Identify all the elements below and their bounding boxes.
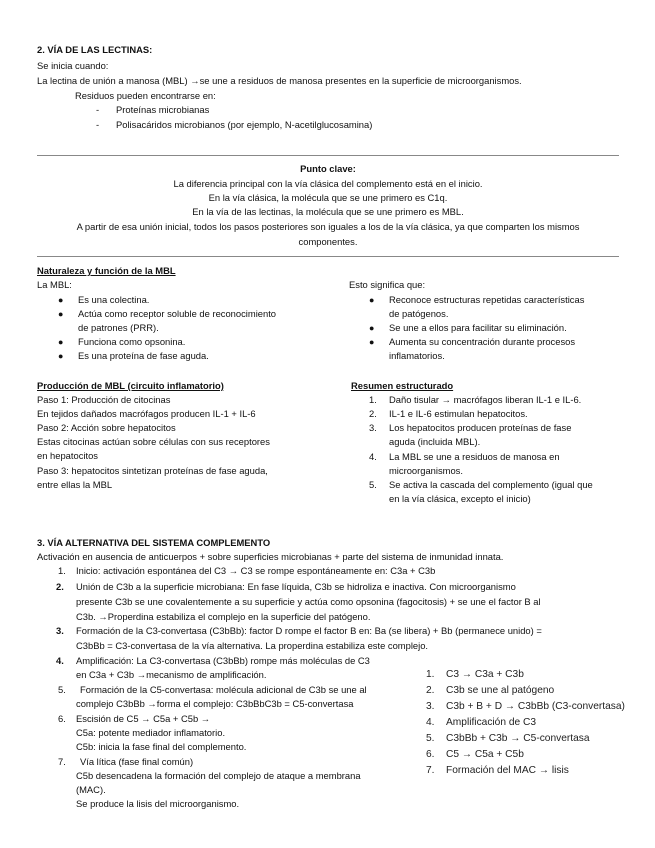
divider [37, 256, 619, 257]
list-number: 3. [426, 701, 435, 712]
summary-side-item: C3 → C3a + C3b [446, 669, 524, 680]
key-point-line: A partir de esa unión inicial, todos los pasos posteriores son iguales a los de la vía clásica, ya que comparten los mismos [76, 221, 580, 232]
mbl-item: Es una colectina. [78, 294, 150, 305]
summary-side-item: C3b + B + D → C3bBb (C3-convertasa) [446, 701, 625, 712]
meaning-lead: Esto significa que: [349, 279, 426, 290]
mbl-item: Funciona como opsonina. [78, 336, 186, 347]
meaning-item-cont: inflamatorios. [389, 350, 445, 361]
step-c3-convertase: Formación de la C3-convertasa (C3bBb): factor D rompe el factor B en: Ba (se libera) + Bb (permanece unido) = [76, 625, 542, 636]
step-union: Unión de C3b a la superficie microbiana: En fase líquida, C3b se hidroliza e inactiva. Con microorganismo [76, 581, 516, 592]
bullet-icon: ● [58, 337, 64, 347]
summary-step: IL-1 e IL-6 estimulan hepatocitos. [389, 408, 528, 419]
step-c5-cleavage-cont: C5a: potente mediador inflamatorio. [76, 727, 226, 738]
key-point-title: Punto clave: [300, 163, 356, 174]
production-line: Paso 2: Acción sobre hepatocitos [37, 422, 176, 433]
list-number: 1. [58, 565, 66, 576]
list-number: 4. [56, 655, 64, 666]
mbl-nature-title: Naturaleza y función de la MBL [37, 265, 176, 276]
bullet-icon: ● [58, 351, 64, 361]
summary-step-cont: aguda (incluida MBL). [389, 436, 481, 447]
list-number: 5. [369, 479, 377, 490]
step-inicio: Inicio: activación espontánea del C3 → C3 se rompe espontáneamente en: C3a + C3b [76, 565, 436, 576]
step-union-cont: C3b. →Properdina estabiliza el complejo en la superficie del patógeno. [76, 611, 371, 622]
residue-item: Proteínas microbianas [116, 104, 210, 115]
bullet-icon: ● [369, 337, 375, 347]
summary-step: Se activa la cascada del complemento (igual que [389, 479, 593, 490]
residue-item: Polisacáridos microbianos (por ejemplo, N-acetilglucosamina) [116, 119, 373, 130]
summary-step: La MBL se une a residuos de manosa en [389, 451, 560, 462]
mbl-item-cont: de patrones (PRR). [78, 322, 159, 333]
meaning-item: Aumenta su concentración durante procesos [389, 336, 576, 347]
step-lytic: Vía lítica (fase final común) [80, 756, 194, 767]
section-2-definition: La lectina de unión a manosa (MBL) →se une a residuos de manosa presentes en la superficie de microorganismos. [37, 75, 522, 86]
production-line: Estas citocinas actúan sobre células con sus receptores [37, 436, 270, 447]
dash-marker: - [96, 119, 100, 130]
meaning-item: Reconoce estructuras repetidas características [389, 294, 585, 305]
key-point-line: En la vía de las lectinas, la molécula que se une primero es MBL. [192, 206, 464, 217]
summary-step: Los hepatocitos producen proteínas de fase [389, 422, 572, 433]
summary-side-item: C3b se une al patógeno [446, 685, 555, 696]
divider [37, 155, 619, 156]
mbl-lead: La MBL: [37, 279, 72, 290]
bullet-icon: ● [58, 295, 64, 305]
production-line: en hepatocitos [37, 450, 98, 461]
step-lytic-cont: Se produce la lisis del microorganismo. [76, 798, 240, 809]
list-number: 4. [369, 451, 377, 462]
summary-side-item: Formación del MAC → lisis [446, 765, 569, 776]
production-title: Producción de MBL (circuito inflamatorio) [37, 380, 224, 391]
section-2-intro: Se inicia cuando: [37, 60, 109, 71]
bullet-icon: ● [369, 295, 375, 305]
key-point-line: La diferencia principal con la vía clásica del complemento está en el inicio. [173, 178, 483, 189]
list-number: 2. [56, 581, 64, 592]
summary-step: Daño tisular → macrófagos liberan IL-1 e IL-6. [389, 394, 582, 405]
step-lytic-cont: (MAC). [76, 784, 106, 795]
production-line: Paso 1: Producción de citocinas [37, 394, 171, 405]
step-c3-convertase-cont: C3bBb = C3-convertasa de la vía alternativa. La properdina estabiliza este complejo. [76, 640, 429, 651]
list-number: 6. [58, 713, 66, 724]
step-c5-cleavage-cont: C5b: inicia la fase final del complemento. [76, 741, 247, 752]
list-number: 4. [426, 717, 435, 728]
summary-side-item: C3bBb + C3b → C5-convertasa [446, 733, 590, 744]
summary-title: Resumen estructurado [351, 380, 454, 391]
section-3-intro: Activación en ausencia de anticuerpos + sobre superficies microbianas + parte del sistema de inmunidad innata. [37, 551, 504, 562]
list-number: 2. [426, 685, 435, 696]
mbl-item: Es una proteína de fase aguda. [78, 350, 209, 361]
bullet-icon: ● [58, 309, 64, 319]
key-point-line: En la vía clásica, la molécula que se une primero es C1q. [208, 192, 448, 203]
list-number: 5. [426, 733, 435, 744]
summary-side-item: Amplificación de C3 [446, 717, 537, 728]
step-c5-cleavage: Escisión de C5 → C5a + C5b → [76, 713, 211, 724]
summary-step-cont: microorganismos. [389, 465, 463, 476]
step-c5-convertase-cont: complejo C3bBb →forma el complejo: C3bBbC3b = C5-convertasa [76, 698, 354, 709]
section-2-title: 2. VÍA DE LAS LECTINAS: [37, 44, 153, 55]
mbl-item: Actúa como receptor soluble de reconocimiento [78, 308, 277, 319]
dash-marker: - [96, 104, 100, 115]
meaning-item: Se une a ellos para facilitar su eliminación. [389, 322, 567, 333]
list-number: 2. [369, 408, 377, 419]
list-number: 3. [56, 625, 64, 636]
list-number: 6. [426, 749, 435, 760]
summary-side-item: C5 → C5a + C5b [446, 749, 524, 760]
step-amplification: Amplificación: La C3-convertasa (C3bBb) rompe más moléculas de C3 [76, 655, 370, 666]
list-number: 7. [426, 765, 435, 776]
list-number: 1. [369, 394, 377, 405]
meaning-item-cont: de patógenos. [389, 308, 449, 319]
list-number: 1. [426, 669, 435, 680]
production-line: entre ellas la MBL [37, 479, 113, 490]
list-number: 3. [369, 422, 377, 433]
step-union-cont: presente C3b se une covalentemente a su superficie y actúa como opsonina (fagocitosis) + se une el factor B al [76, 596, 541, 607]
section-2-residues: Residuos pueden encontrarse en: [75, 90, 216, 101]
step-amplification-cont: en C3a + C3b →mecanismo de amplificación. [76, 669, 267, 680]
key-point-line: componentes. [298, 236, 358, 247]
production-line: Paso 3: hepatocitos sintetizan proteínas de fase aguda, [37, 465, 268, 476]
section-3-title: 3. VÍA ALTERNATIVA DEL SISTEMA COMPLEMENTO [37, 537, 271, 548]
list-number: 7. [58, 756, 66, 767]
summary-step-cont: en la vía clásica, excepto el inicio) [389, 493, 531, 504]
step-c5-convertase: Formación de la C5-convertasa: molécula adicional de C3b se une al [80, 684, 367, 695]
production-line: En tejidos dañados macrófagos producen IL-1 + IL-6 [37, 408, 256, 419]
list-number: 5. [58, 684, 66, 695]
step-lytic-cont: C5b desencadena la formación del complejo de ataque a membrana [76, 770, 361, 781]
bullet-icon: ● [369, 323, 375, 333]
